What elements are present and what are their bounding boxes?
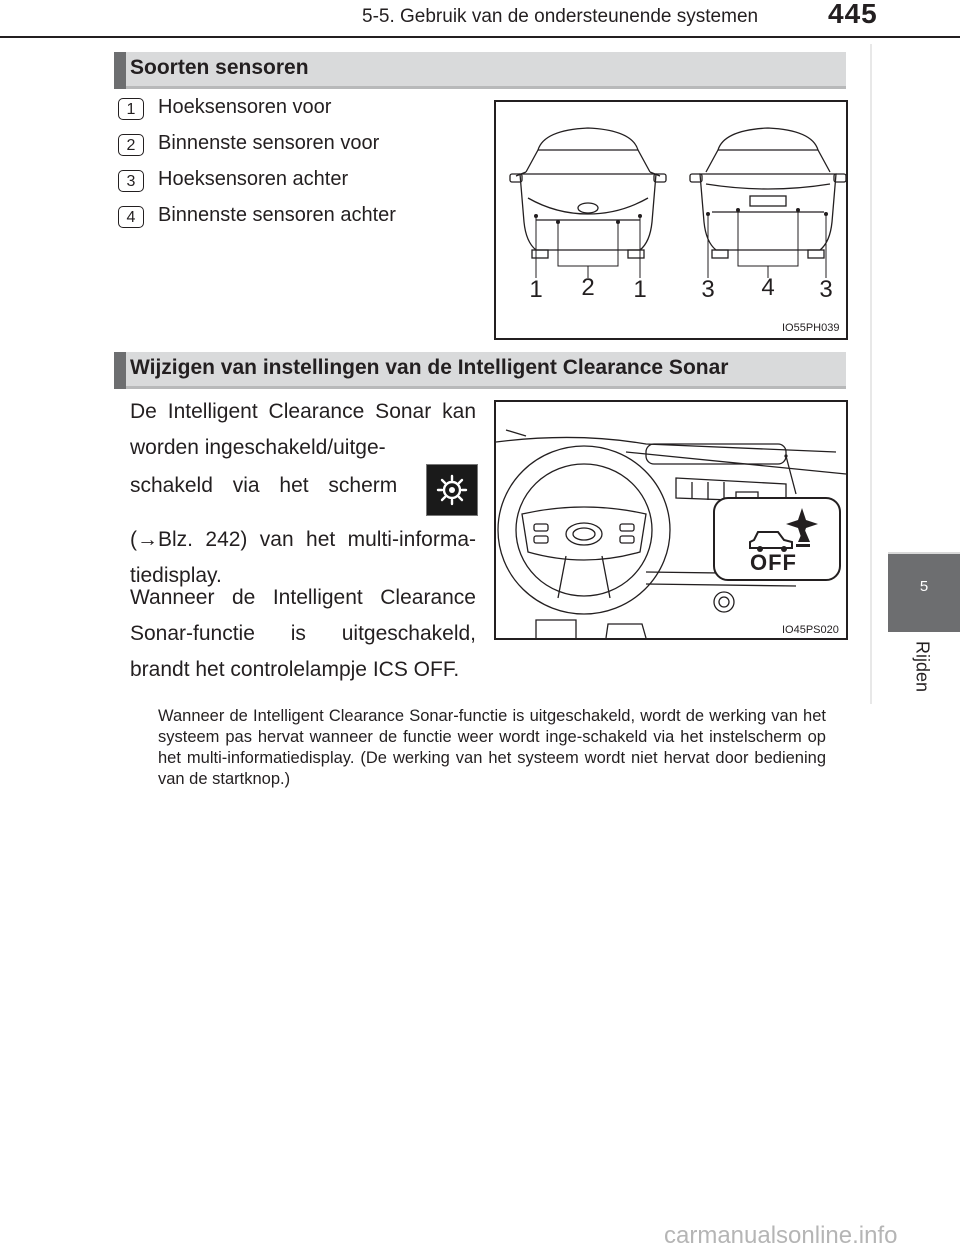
running-header-section: 5-5. Gebruik van de ondersteunende systemen xyxy=(362,6,759,27)
item-number-badge: 4 xyxy=(118,206,144,228)
section-heading-bar xyxy=(114,352,126,389)
dashboard-indicator-figure xyxy=(494,400,848,640)
body-paragraph-1a xyxy=(130,394,476,466)
car-sensor-illustration xyxy=(496,102,846,338)
watermark: carmanualsonline.info xyxy=(664,1222,898,1249)
callout-4: 4 xyxy=(761,274,775,301)
callout-3-right: 3 xyxy=(819,276,833,303)
header-rule xyxy=(0,36,960,38)
gear-icon xyxy=(427,465,477,515)
chapter-tab xyxy=(888,552,960,632)
chapter-label-wrap xyxy=(908,632,936,700)
paragraph-text: De Intelligent Clearance Sonar kan worden ingeschakeld/uitge- xyxy=(130,400,476,459)
callout-2: 2 xyxy=(581,274,595,301)
chapter-label: Rijden xyxy=(912,640,933,693)
section-heading-bar xyxy=(114,52,126,89)
sensor-locations-figure xyxy=(494,100,848,340)
ics-off-indicator-text: OFF xyxy=(750,550,797,575)
list-item-text: Binnenste sensoren achter xyxy=(158,204,396,226)
item-number-badge: 1 xyxy=(118,98,144,120)
chapter-number: 5 xyxy=(919,578,929,595)
body-paragraph-1b: schakeld via het scherm xyxy=(130,474,398,497)
callout-3-left: 3 xyxy=(701,276,715,303)
section-title: Soorten sensoren xyxy=(130,56,309,79)
list-item-text: Hoeksensoren voor xyxy=(158,96,332,118)
settings-gear-icon xyxy=(426,464,478,516)
side-rule xyxy=(870,44,872,704)
list-item-text: Binnenste sensoren voor xyxy=(158,132,380,154)
item-number-badge: 3 xyxy=(118,170,144,192)
section-heading-change-settings xyxy=(114,352,846,389)
list-item-text: Hoeksensoren achter xyxy=(158,168,349,190)
callout-1-right: 1 xyxy=(633,276,647,303)
callout-1-left: 1 xyxy=(529,276,543,303)
figure-code: IO45PS020 xyxy=(782,624,839,636)
paragraph-text: Wanneer de Intelligent Clearance Sonar-functie is uitgeschakeld, brandt het controlelampje ICS OFF. xyxy=(130,586,476,681)
section-heading-sensor-types xyxy=(114,52,846,89)
figure-code: IO55PH039 xyxy=(782,322,840,334)
page-number: 445 xyxy=(828,0,878,29)
item-number-badge: 2 xyxy=(118,134,144,156)
note-paragraph: Wanneer de Intelligent Clearance Sonar-functie is uitgeschakeld, wordt de werking van het systeem pas hervat wanneer de functie weer wordt inge-schakeld via het instelscherm op het multi-informatiedisplay. (De werking van het systeem wordt niet hervat door bediening van de startknop.) xyxy=(158,707,826,788)
dashboard-illustration xyxy=(496,402,846,638)
body-paragraph-2 xyxy=(130,580,476,688)
paragraph-text: (→Blz. 242) van het multi-informa-tiedisplay. xyxy=(130,528,476,587)
section-title: Wijzigen van instellingen van de Intelligent Clearance Sonar xyxy=(130,356,729,379)
